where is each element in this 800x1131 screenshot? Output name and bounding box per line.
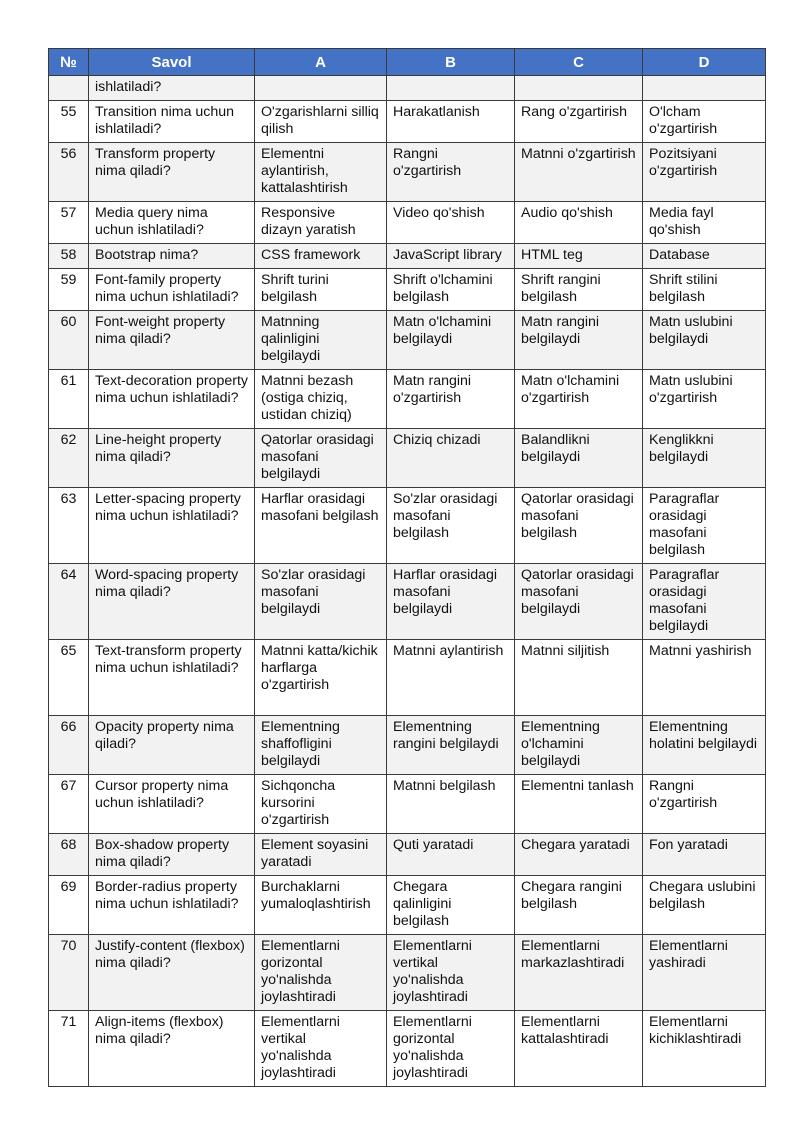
option-b-cell: Matn o'lchamini belgilaydi [387,311,515,370]
option-a-cell [255,76,387,101]
question-cell: Word-spacing property nima qiladi? [89,564,255,640]
option-c-cell: Elementning o'lchamini belgilaydi [515,716,643,775]
question-cell: Box-shadow property nima qiladi? [89,834,255,876]
option-a-cell: Sichqoncha kursorini o'zgartirish [255,775,387,834]
row-number: 65 [49,640,89,716]
option-c-cell [515,76,643,101]
option-d-cell: Elementning holatini belgilaydi [643,716,766,775]
option-b-cell: Matn rangini o'zgartirish [387,370,515,429]
table-row [49,876,766,935]
row-number: 68 [49,834,89,876]
option-d-cell: Paragraflar orasidagi masofani belgilaydi [643,564,766,640]
table-header-row [49,49,766,76]
question-cell: Media query nima uchun ishlatiladi? [89,202,255,244]
table-row [49,429,766,488]
option-a-cell: Responsive dizayn yaratish [255,202,387,244]
option-d-cell: Rangni o'zgartirish [643,775,766,834]
header-question: Savol [89,49,255,76]
row-number: 64 [49,564,89,640]
option-b-cell: Harflar orasidagi masofani belgilaydi [387,564,515,640]
option-a-cell: Matnni katta/kichik harflarga o'zgartirish [255,640,387,716]
option-b-cell: Matnni belgilash [387,775,515,834]
option-a-cell: Harflar orasidagi masofani belgilash [255,488,387,564]
table-row [49,101,766,143]
option-b-cell: Rangni o'zgartirish [387,143,515,202]
option-b-cell: Harakatlanish [387,101,515,143]
option-c-cell: Matnni o'zgartirish [515,143,643,202]
option-c-cell: Matn o'lchamini o'zgartirish [515,370,643,429]
option-d-cell: Kenglikkni belgilaydi [643,429,766,488]
option-a-cell: Shrift turini belgilash [255,269,387,311]
option-c-cell: Rang o'zgartirish [515,101,643,143]
header-number: № [49,49,89,76]
question-cell: Bootstrap nima? [89,244,255,269]
option-b-cell: Elementning rangini belgilaydi [387,716,515,775]
option-d-cell: Fon yaratadi [643,834,766,876]
row-number: 55 [49,101,89,143]
question-cell: Text-transform property nima uchun ishlatiladi? [89,640,255,716]
option-d-cell [643,76,766,101]
option-a-cell: CSS framework [255,244,387,269]
option-c-cell: Shrift rangini belgilash [515,269,643,311]
option-d-cell: Matnni yashirish [643,640,766,716]
header-option-c: C [515,49,643,76]
row-number: 63 [49,488,89,564]
question-cell: Cursor property nima uchun ishlatiladi? [89,775,255,834]
row-number: 58 [49,244,89,269]
row-number: 66 [49,716,89,775]
row-number: 70 [49,935,89,1011]
table-row [49,640,766,716]
row-number: 61 [49,370,89,429]
table-row [49,76,766,101]
header-option-d: D [643,49,766,76]
option-c-cell: Qatorlar orasidagi masofani belgilash [515,488,643,564]
option-a-cell: Elementni aylantirish, kattalashtirish [255,143,387,202]
option-a-cell: Elementlarni gorizontal yo'nalishda joylashtiradi [255,935,387,1011]
table-row [49,370,766,429]
option-b-cell: Shrift o'lchamini belgilash [387,269,515,311]
option-d-cell: Media fayl qo'shish [643,202,766,244]
option-d-cell: Elementlarni kichiklashtiradi [643,1011,766,1087]
table-row [49,564,766,640]
option-d-cell: Pozitsiyani o'zgartirish [643,143,766,202]
option-c-cell: Qatorlar orasidagi masofani belgilaydi [515,564,643,640]
option-c-cell: Elementni tanlash [515,775,643,834]
question-cell: Font-family property nima uchun ishlatiladi? [89,269,255,311]
table-row [49,935,766,1011]
option-d-cell: Chegara uslubini belgilash [643,876,766,935]
option-a-cell: Matnning qalinligini belgilaydi [255,311,387,370]
row-number: 59 [49,269,89,311]
option-c-cell: Elementlarni kattalashtiradi [515,1011,643,1087]
row-number: 67 [49,775,89,834]
row-number [49,76,89,101]
question-cell: Opacity property nima qiladi? [89,716,255,775]
option-b-cell: Chegara qalinligini belgilash [387,876,515,935]
option-b-cell: So'zlar orasidagi masofani belgilash [387,488,515,564]
option-d-cell: Elementlarni yashiradi [643,935,766,1011]
option-b-cell: JavaScript library [387,244,515,269]
option-c-cell: Elementlarni markazlashtiradi [515,935,643,1011]
option-a-cell: Burchaklarni yumaloqlashtirish [255,876,387,935]
question-cell: Transform property nima qiladi? [89,143,255,202]
option-c-cell: Chegara rangini belgilash [515,876,643,935]
option-d-cell: O'lcham o'zgartirish [643,101,766,143]
option-a-cell: O'zgarishlarni silliq qilish [255,101,387,143]
question-cell: Transition nima uchun ishlatiladi? [89,101,255,143]
quiz-table [48,48,766,1087]
option-d-cell: Database [643,244,766,269]
row-number: 62 [49,429,89,488]
row-number: 56 [49,143,89,202]
table-row [49,1011,766,1087]
option-a-cell: Matnni bezash (ostiga chiziq, ustidan chiziq) [255,370,387,429]
option-c-cell: HTML teg [515,244,643,269]
option-b-cell: Elementlarni vertikal yo'nalishda joylashtiradi [387,935,515,1011]
option-a-cell: Elementlarni vertikal yo'nalishda joylashtiradi [255,1011,387,1087]
row-number: 71 [49,1011,89,1087]
question-cell: ishlatiladi? [89,76,255,101]
table-row [49,716,766,775]
option-a-cell: So'zlar orasidagi masofani belgilaydi [255,564,387,640]
option-b-cell: Matnni aylantirish [387,640,515,716]
question-cell: Font-weight property nima qiladi? [89,311,255,370]
question-cell: Justify-content (flexbox) nima qiladi? [89,935,255,1011]
table-row [49,834,766,876]
table-row [49,202,766,244]
option-a-cell: Element soyasini yaratadi [255,834,387,876]
option-b-cell: Quti yaratadi [387,834,515,876]
question-cell: Text-decoration property nima uchun ishlatiladi? [89,370,255,429]
option-b-cell: Video qo'shish [387,202,515,244]
option-c-cell: Matnni siljitish [515,640,643,716]
option-a-cell: Qatorlar orasidagi masofani belgilaydi [255,429,387,488]
table-row [49,244,766,269]
question-cell: Border-radius property nima uchun ishlatiladi? [89,876,255,935]
option-b-cell: Elementlarni gorizontal yo'nalishda joylashtiradi [387,1011,515,1087]
option-d-cell: Matn uslubini o'zgartirish [643,370,766,429]
option-c-cell: Balandlikni belgilaydi [515,429,643,488]
row-number: 69 [49,876,89,935]
header-option-a: A [255,49,387,76]
table-row [49,269,766,311]
question-cell: Line-height property nima qiladi? [89,429,255,488]
row-number: 60 [49,311,89,370]
option-b-cell: Chiziq chizadi [387,429,515,488]
row-number: 57 [49,202,89,244]
option-b-cell [387,76,515,101]
option-c-cell: Matn rangini belgilaydi [515,311,643,370]
header-option-b: B [387,49,515,76]
table-row [49,311,766,370]
question-cell: Align-items (flexbox) nima qiladi? [89,1011,255,1087]
table-row [49,143,766,202]
question-cell: Letter-spacing property nima uchun ishlatiladi? [89,488,255,564]
option-c-cell: Chegara yaratadi [515,834,643,876]
option-a-cell: Elementning shaffofligini belgilaydi [255,716,387,775]
option-c-cell: Audio qo'shish [515,202,643,244]
option-d-cell: Paragraflar orasidagi masofani belgilash [643,488,766,564]
table-row [49,488,766,564]
option-d-cell: Shrift stilini belgilash [643,269,766,311]
table-row [49,775,766,834]
option-d-cell: Matn uslubini belgilaydi [643,311,766,370]
